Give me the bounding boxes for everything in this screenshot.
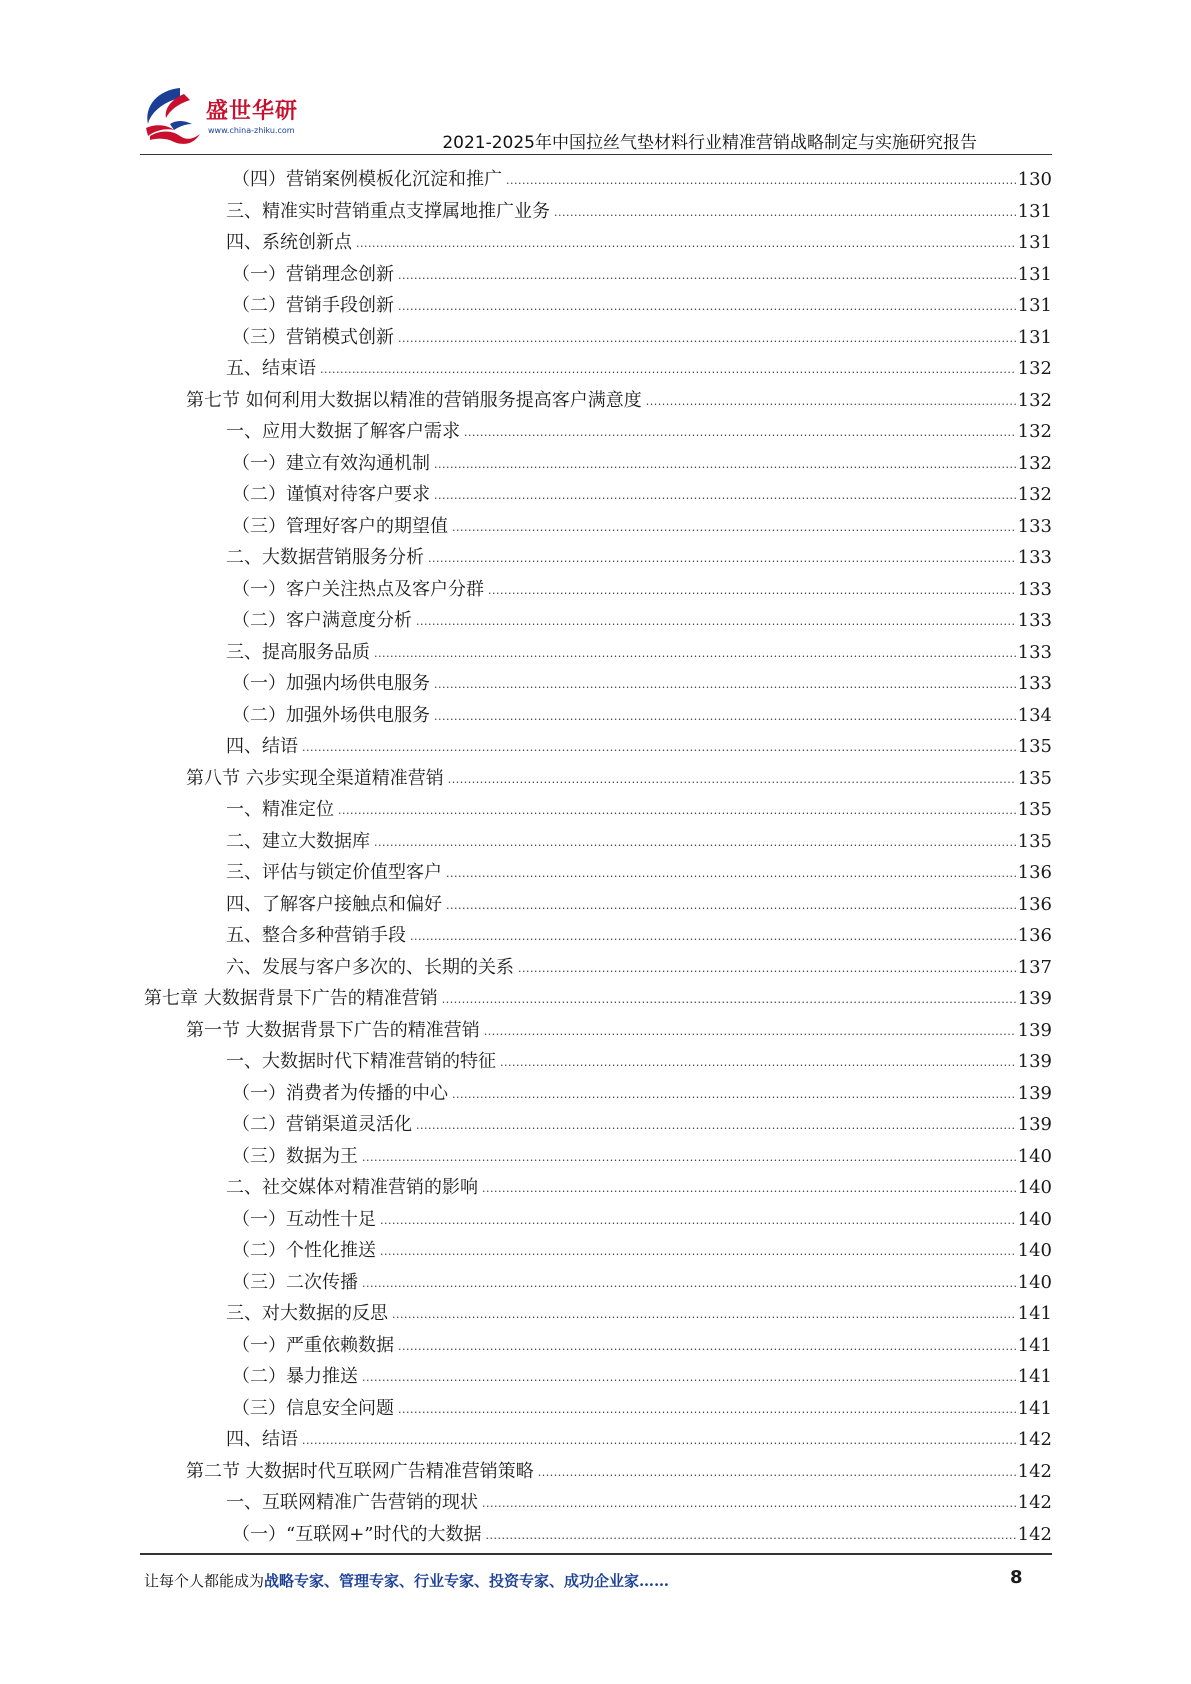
toc-leader-dots (398, 332, 1016, 349)
toc-entry-label: 四、了解客户接触点和偏好 (226, 893, 442, 915)
toc-entry-label: （二）加强外场供电服务 (232, 704, 430, 726)
toc-leader-dots (374, 836, 1016, 853)
toc-entry-page: 142 (1017, 1523, 1052, 1545)
toc-entry-page: 142 (1017, 1429, 1052, 1450)
toc-entry-page: 131 (1017, 295, 1052, 316)
header-divider (140, 154, 1052, 155)
toc-leader-dots (392, 1308, 1016, 1325)
toc-entry[interactable] (232, 601, 1052, 632)
toc-entry-label: （一）互动性十足 (232, 1208, 376, 1230)
toc-entry[interactable] (232, 1074, 1052, 1105)
toc-entry[interactable] (226, 853, 1052, 884)
toc-entry[interactable] (232, 160, 1052, 191)
toc-entry-label: 一、互联网精准广告营销的现状 (226, 1492, 478, 1513)
toc-entry-label: 二、大数据营销服务分析 (226, 547, 424, 568)
toc-entry-page: 134 (1017, 704, 1052, 726)
logo-text: 盛世华研 (206, 99, 299, 124)
toc-entry-page: 131 (1017, 263, 1052, 285)
toc-entry[interactable] (232, 318, 1052, 349)
toc-entry-page: 140 (1017, 1240, 1052, 1261)
toc-leader-dots (428, 552, 1016, 569)
toc-entry-label: 一、大数据时代下精准营销的特征 (226, 1051, 496, 1072)
toc-entry-label: 四、结语 (226, 1429, 298, 1450)
toc-leader-dots (488, 584, 1016, 601)
toc-entry-page: 135 (1017, 799, 1052, 820)
toc-entry-label: （三）管理好客户的期望值 (232, 515, 448, 537)
toc-entry[interactable] (232, 1231, 1052, 1262)
toc-entry[interactable] (232, 1105, 1052, 1136)
toc-entry-page: 139 (1017, 1051, 1052, 1072)
toc-entry-page: 131 (1017, 232, 1052, 253)
toc-entry-label: 五、结束语 (226, 358, 316, 379)
toc-entry[interactable] (226, 223, 1052, 254)
toc-leader-dots (434, 458, 1016, 475)
toc-leader-dots (446, 899, 1016, 916)
toc-entry[interactable] (232, 1357, 1052, 1388)
toc-leader-dots (446, 867, 1016, 884)
toc-leader-dots (416, 1119, 1016, 1136)
toc-entry[interactable] (226, 192, 1052, 223)
toc-leader-dots (362, 1371, 1016, 1388)
toc-entry[interactable] (226, 412, 1052, 443)
toc-entry-page: 137 (1017, 956, 1052, 978)
toc-entry[interactable] (232, 1515, 1052, 1546)
toc-entry-label: 三、精准实时营销重点支撑属地推广业务 (226, 200, 550, 222)
toc-entry-page: 139 (1017, 988, 1052, 1009)
toc-leader-dots (464, 426, 1016, 443)
toc-entry[interactable] (226, 916, 1052, 947)
toc-entry-label: （二）暴力推送 (232, 1366, 358, 1387)
toc-entry-label: （二）谨慎对待客户要求 (232, 484, 430, 505)
toc-entry-label: 三、评估与锁定价值型客户 (226, 862, 442, 883)
toc-entry-label: （二）个性化推送 (232, 1240, 376, 1261)
toc-entry-label: （一）“互联网+”时代的大数据 (232, 1523, 482, 1545)
toc-entry-page: 133 (1017, 673, 1052, 694)
toc-entry-page: 139 (1017, 1019, 1052, 1041)
footer-slogan-prefix: 让每个人都能成为 (144, 1572, 265, 1590)
toc-entry-page: 131 (1017, 326, 1052, 348)
toc-entry-page: 132 (1017, 421, 1052, 442)
page-number: 8 (1010, 1567, 1023, 1588)
toc-entry-page: 133 (1017, 641, 1052, 663)
toc-leader-dots (338, 804, 1016, 821)
toc-entry-page: 135 (1017, 736, 1052, 757)
toc-leader-dots (554, 206, 1016, 223)
toc-entry-label: 五、整合多种营销手段 (226, 925, 406, 946)
toc-entry-page: 132 (1017, 484, 1052, 505)
toc-entry-label: （一）营销理念创新 (232, 263, 394, 285)
toc-leader-dots (500, 1056, 1016, 1073)
footer-divider (140, 1553, 1052, 1555)
toc-entry-page: 132 (1017, 452, 1052, 474)
toc-entry-label: （四）营销案例模板化沉淀和推广 (232, 169, 502, 190)
toc-leader-dots (646, 395, 1016, 412)
toc-entry[interactable] (232, 1326, 1052, 1357)
toc-entry[interactable] (232, 1263, 1052, 1294)
toc-entry[interactable] (232, 1389, 1052, 1420)
toc-leader-dots (482, 1497, 1016, 1514)
toc-entry-page: 141 (1017, 1303, 1052, 1324)
toc-entry-page: 132 (1017, 358, 1052, 379)
toc-leader-dots (398, 269, 1016, 286)
toc-entry-label: 二、社交媒体对精准营销的影响 (226, 1177, 478, 1198)
toc-entry[interactable] (232, 507, 1052, 538)
toc-entry-page: 135 (1017, 767, 1052, 789)
toc-entry-label: 第一节 大数据背景下广告的精准营销 (186, 1019, 480, 1041)
footer-slogan (144, 1570, 669, 1591)
logo-url: www.china-zhiku.com (208, 126, 295, 135)
logo-swoosh-icon (140, 84, 204, 148)
toc-entry-label: （一）客户关注热点及客户分群 (232, 578, 484, 600)
toc-entry-page: 136 (1017, 925, 1052, 946)
toc-entry-page: 133 (1017, 515, 1052, 537)
toc-entry[interactable] (226, 633, 1052, 664)
toc-entry[interactable] (186, 1011, 1052, 1042)
toc-entry[interactable] (226, 948, 1052, 979)
toc-entry-label: 三、提高服务品质 (226, 641, 370, 663)
toc-leader-dots (380, 1214, 1016, 1231)
toc-leader-dots (380, 1245, 1016, 1262)
toc-entry-page: 139 (1017, 1114, 1052, 1135)
toc-entry[interactable] (226, 1042, 1052, 1073)
toc-entry-label: 四、系统创新点 (226, 232, 352, 253)
toc-entry-page: 140 (1017, 1271, 1052, 1293)
toc-entry-page: 139 (1017, 1082, 1052, 1104)
toc-leader-dots (398, 1403, 1016, 1420)
toc-entry-label: （三）营销模式创新 (232, 326, 394, 348)
footer-slogan-accent: 战略专家、管理专家、行业专家、投资专家、成功企业家…… (264, 1572, 670, 1590)
toc-entry[interactable] (226, 885, 1052, 916)
toc-entry-page: 140 (1017, 1145, 1052, 1167)
toc-entry[interactable] (226, 1420, 1052, 1451)
toc-entry-label: （三）二次传播 (232, 1271, 358, 1293)
toc-entry[interactable] (232, 286, 1052, 317)
toc-entry-label: （一）建立有效沟通机制 (232, 452, 430, 474)
toc-leader-dots (374, 647, 1016, 664)
toc-entry-page: 133 (1017, 547, 1052, 568)
toc-leader-dots (398, 1340, 1016, 1357)
toc-entry-label: 第七章 大数据背景下广告的精准营销 (144, 988, 438, 1009)
toc-entry-label: （二）营销手段创新 (232, 295, 394, 316)
toc-entry-label: （一）严重依赖数据 (232, 1334, 394, 1356)
toc-leader-dots (356, 237, 1016, 254)
toc-leader-dots (518, 962, 1016, 979)
toc-entry-label: 四、结语 (226, 736, 298, 757)
toc-entry[interactable] (226, 1168, 1052, 1199)
toc-entry-page: 136 (1017, 862, 1052, 883)
toc-entry[interactable] (226, 790, 1052, 821)
toc-entry-page: 133 (1017, 578, 1052, 600)
toc-entry[interactable] (226, 349, 1052, 380)
toc-entry[interactable] (232, 696, 1052, 727)
toc-leader-dots (410, 930, 1016, 947)
toc-entry-page: 141 (1017, 1397, 1052, 1419)
toc-entry-label: （二）客户满意度分析 (232, 610, 412, 631)
toc-entry-label: 第七节 如何利用大数据以精准的营销服务提高客户满意度 (186, 389, 642, 411)
toc-entry-label: （一）消费者为传播的中心 (232, 1082, 448, 1104)
toc-leader-dots (486, 1529, 1016, 1546)
toc-leader-dots (442, 993, 1016, 1010)
toc-entry[interactable] (186, 759, 1052, 790)
toc-entry-page: 141 (1017, 1334, 1052, 1356)
toc-entry[interactable] (232, 570, 1052, 601)
toc-entry[interactable] (232, 1137, 1052, 1168)
toc-entry-label: 第八节 六步实现全渠道精准营销 (186, 767, 444, 789)
toc-entry-page: 133 (1017, 610, 1052, 631)
toc-entry-page: 140 (1017, 1208, 1052, 1230)
toc-leader-dots (434, 710, 1016, 727)
toc-entry-label: 一、应用大数据了解客户需求 (226, 421, 460, 442)
toc-entry-label: 三、对大数据的反思 (226, 1303, 388, 1324)
toc-entry-label: （三）数据为王 (232, 1145, 358, 1167)
toc-entry-page: 131 (1017, 200, 1052, 222)
toc-entry-page: 141 (1017, 1366, 1052, 1387)
toc-entry-page: 132 (1017, 389, 1052, 411)
toc-entry[interactable] (186, 381, 1052, 412)
document-title: 2021-2025年中国拉丝气垫材料行业精准营销战略制定与实施研究报告 (442, 133, 977, 153)
toc-entry[interactable] (226, 1483, 1052, 1514)
toc-leader-dots (448, 773, 1016, 790)
toc-entry[interactable] (226, 1294, 1052, 1325)
toc-entry-page: 142 (1017, 1460, 1052, 1482)
company-logo (140, 84, 310, 150)
toc-entry-label: 第二节 大数据时代互联网广告精准营销策略 (186, 1460, 534, 1482)
toc-leader-dots (484, 1025, 1016, 1042)
page-header (0, 0, 1191, 160)
toc-entry-page: 140 (1017, 1177, 1052, 1198)
toc-leader-dots (320, 363, 1016, 380)
toc-entry-label: （二）营销渠道灵活化 (232, 1114, 412, 1135)
toc-leader-dots (302, 741, 1016, 758)
toc-leader-dots (362, 1151, 1016, 1168)
toc-entry[interactable] (226, 822, 1052, 853)
toc-leader-dots (538, 1466, 1016, 1483)
toc-leader-dots (482, 1182, 1016, 1199)
toc-leader-dots (302, 1434, 1016, 1451)
toc-entry[interactable] (144, 979, 1052, 1010)
toc-entry[interactable] (232, 1200, 1052, 1231)
toc-entry-label: 六、发展与客户多次的、长期的关系 (226, 956, 514, 978)
toc-entry[interactable] (226, 538, 1052, 569)
toc-entry-page: 135 (1017, 830, 1052, 852)
toc-entry-label: 二、建立大数据库 (226, 830, 370, 852)
toc-entry-page: 136 (1017, 893, 1052, 915)
toc-entry-page: 130 (1017, 169, 1052, 190)
toc-leader-dots (452, 521, 1016, 538)
toc-leader-dots (434, 678, 1016, 695)
toc-leader-dots (398, 300, 1016, 317)
toc-leader-dots (434, 489, 1016, 506)
toc-entry[interactable] (186, 1452, 1052, 1483)
toc-leader-dots (452, 1088, 1016, 1105)
toc-entry[interactable] (232, 475, 1052, 506)
toc-entry[interactable] (232, 664, 1052, 695)
toc-entry-label: （一）加强内场供电服务 (232, 673, 430, 694)
toc-leader-dots (506, 174, 1016, 191)
toc-entry[interactable] (226, 727, 1052, 758)
toc-entry-label: 一、精准定位 (226, 799, 334, 820)
toc-entry[interactable] (232, 255, 1052, 286)
toc-entry-label: （三）信息安全问题 (232, 1397, 394, 1419)
toc-leader-dots (416, 615, 1016, 632)
toc-entry[interactable] (232, 444, 1052, 475)
toc-entry-page: 142 (1017, 1492, 1052, 1513)
toc-leader-dots (362, 1277, 1016, 1294)
